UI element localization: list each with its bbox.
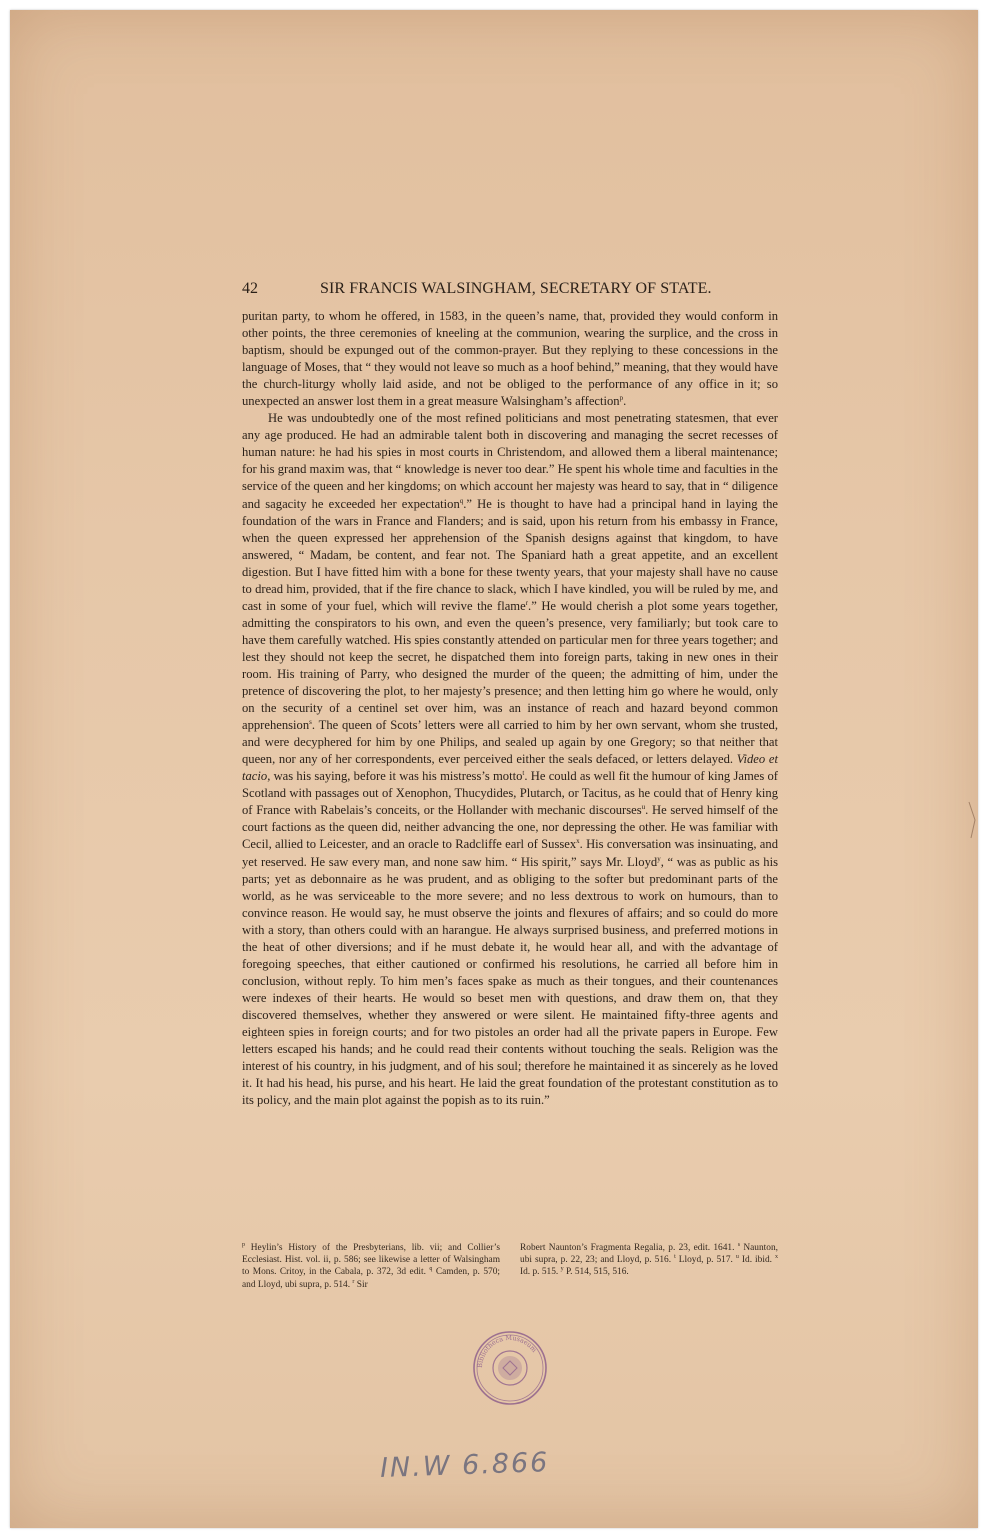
svg-text:Bibliotheca Musaeum: Bibliotheca Musaeum [475,1333,539,1369]
footnote-marker: s [737,1241,741,1248]
footnote-ref: q [459,496,464,505]
motto-italic: Video et tacio [242,752,778,784]
text-run: . The queen of Scots’ letters were all carried to him by her own servant, whom she trusted, and were decyphered for him by one Philips, and sealed up again by one Gregory; so that neither that queen, nor any of her correspondents, ever perceived either the seals defaced, or letters delayed. [242,718,778,767]
page-header [242,280,782,304]
running-head: SIR FRANCIS WALSINGHAM, SECRETARY OF STATE. [320,280,712,297]
footnote-text: P. 514, 515, 516. [563,1267,629,1278]
footnote-ref: x [576,837,580,846]
footnote-ref: r [525,598,529,607]
text-run: . He served himself of the court factions as the queen did, neither advancing the one, nor depressing the other. He was familiar with Cecil, allied to Leicester, and an oracle to Radcliffe earl of Sussex [242,803,778,852]
footnote-ref: p [619,394,624,403]
footnote-marker: t [674,1254,676,1261]
footnote-column-left [242,1242,500,1291]
paragraph-1 [242,308,778,410]
footnote-column-right [520,1242,778,1279]
footnote-text: Heylin’s History of the Presbyterians, lib. vii; and Collier’s Ecclesiast. Hist. vol. ii, p. 586; see likewise a letter of Walsingham to Mons. Critoy, in the Cabala, p. 372, 3d edit. [242,1243,500,1278]
text-run: , “ was as public as his parts; yet as debonnaire as he was prudent, and as obliging to the softer but predominant parts of the world, as he was serviceable to the more severe; and no less dextrous to work on humours, than to convince reason. He would say, he must observe the joints and flexures of affairs; and so could do more with a story, than others could with an harangue. He always surprised business, and preferred motions in the heat of other diversions; and if he must debate it, he would hear all, and with the advantage of foregoing speeches, that either cautioned or confirmed his resolutions, he carried all before him in conclusion, without reply. To him men’s faces spake as much as their tongues, and their countenances were indexes of their hearts. He would so beset men with questions, and draw them on, that they discovered themselves, whether they answered or were silent. He maintained fifty-three agents and eighteen spies in foreign courts; and for two pistoles an order had all the private papers in Europe. Few letters escaped his hands; and he could read their contents without touching the seals. Religion was the interest of his country, in his judgment, and of his soul; therefore he maintained it as sincerely as he loved it. It had his head, his purse, and his heart. He laid the great foundation of the protestant constitution as to its policy, and the main plot against the popish as to its ruin.” [242,854,779,1108]
footnote-text: Lloyd, p. 517. [675,1255,736,1266]
footnote-marker: y [560,1266,564,1273]
text-run: . He could as well fit the humour of king James of Scotland with passages out of Xenophon, Thucydides, Plutarch, or Tacitus, as he could that of Henry king of France with Rabelais’s conceits, or the Hollander with mechanic discourses [242,769,778,818]
footnote-marker: q [429,1266,433,1273]
footnote-marker: x [774,1254,778,1261]
footnote-text: Robert Naunton’s Fragmenta Regalia, p. 23, edit. 1641. [520,1243,738,1253]
footnote-text: Naunton, ubi supra, p. 22, 23; and Lloyd, p. 516. [520,1243,778,1266]
text-run: . [623,394,627,409]
footnote-ref: u [641,803,646,812]
text-run: He was undoubtedly one of the most refined politicians and most penetrating statesmen, that ever any age produced. He had an admirable talent both in discovering and managing the secret recesses of human nature: he had his spies in most courts in Christendom, and allowed them a liberal maintenance; for his grand maxim was, that “ knowledge is never too dear.” He spent his whole time and faculties in the service of the queen and her kingdoms; on which account her majesty was heard to say, that in “ diligence and sagacity he exceeded her expectation [242,411,778,511]
footnote-marker: r [352,1278,355,1285]
footnote-text: Id. ibid. [738,1255,775,1266]
paper-page [10,10,978,1528]
body-text [242,308,778,1109]
footnote-ref: y [657,854,661,863]
footnote-ref: s [309,717,312,726]
footnote-marker: u [735,1254,739,1261]
text-run: , was his saying, before it was his mistress’s motto [267,769,523,784]
pencil-shelfmark: IN.W 6.866 [379,1447,550,1484]
text-run: . His conversation was insinuating, and yet reserved. He saw every man, and none saw him. “ His spirit,” says Mr. Lloyd [242,837,778,869]
text-run: puritan party, to whom he offered, in 1583, in the queen’s name, that, provided they would conform in other points, the three ceremonies of kneeling at the communion, wearing the surplice, and the cross in baptism, should be expunged out of the common-prayer. But they replying to these concessions in the language of Moses, that “ they would not leave so much as a hoof behind,” meaning, that they would have the church-liturgy wholly laid aside, and not be obliged to the performance of any office in it; so unexpected an answer lost them in a great measure Walsingham’s affection [242,309,778,409]
library-stamp-icon [472,1330,548,1406]
footnote-text: Camden, p. 570; and Lloyd, ubi supra, p. 514. [242,1267,500,1290]
footnote-text: Id. p. 515. [520,1267,561,1278]
footnote-marker: p [242,1241,245,1248]
paragraph-2 [242,410,778,1109]
page-edge-crease [965,800,985,840]
footnote-ref: t [522,769,525,778]
text-run: .” He is thought to have had a principal hand in laying the foundation of the wars in France and Flanders; and is said, upon his return from his embassy in France, when the queen expressed her apprehension of the Spanish designs against that kingdom, to have answered, “ Madam, be content, and fear not. The Spaniard hath a great appetite, and an excellent digestion. But I have fitted him with a bone for these twenty years, that your majesty shall have no cause to dread him, provided, that if the fire chance to slack, which I have kindled, you will be ruled by me, and cast in some of your fuel, which will revive the flame [242,496,778,613]
text-run: .” He would cherish a plot some years together, admitting the conspirators to his own, and even the queen’s presence, very familiarly; but took care to have them carefully watched. His spies constantly attended on particular men for three years together; and lest they should not keep the secret, he dispatched them into foreign parts, taking in new ones in their room. His training of Parry, who designed the murder of the queen; the admitting of him, under the pretence of discovering the plot, to her majesty’s presence; and then letting him go where he would, only on the security of a centinel set over him, was an instance of reach and hazard beyond common apprehension [242,598,778,733]
footnote-text: Sir [354,1279,368,1290]
page-number: 42 [242,280,258,297]
